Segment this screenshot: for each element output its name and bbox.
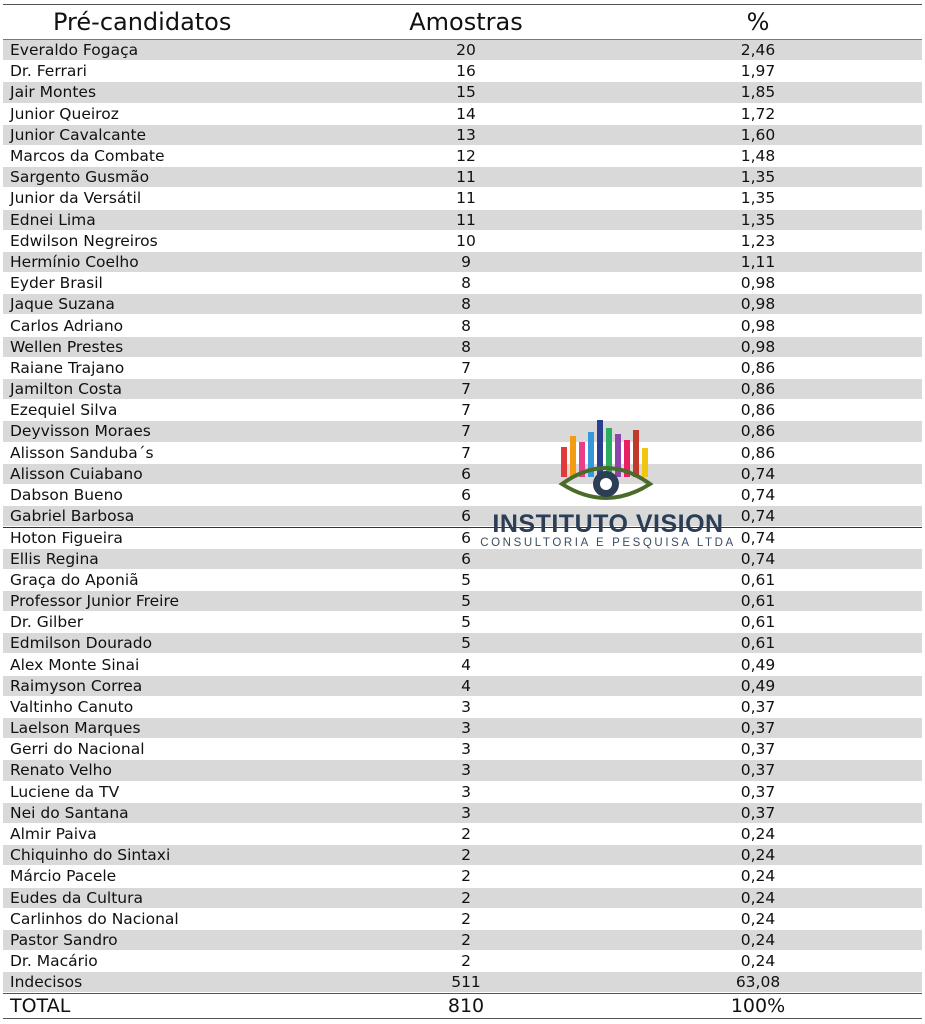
header-percent: % bbox=[746, 8, 770, 36]
candidate-name: Ellis Regina bbox=[10, 549, 99, 568]
percentage: 2,46 bbox=[740, 41, 776, 60]
total-percent: 100% bbox=[730, 995, 786, 1018]
table-row bbox=[3, 697, 922, 718]
candidate-name: Marcos da Combate bbox=[10, 147, 165, 166]
sample-count: 5 bbox=[461, 613, 471, 632]
percentage: 0,98 bbox=[740, 316, 776, 335]
percentage: 0,49 bbox=[740, 655, 776, 674]
sample-count: 3 bbox=[461, 740, 471, 759]
table-row bbox=[3, 443, 922, 464]
table-row bbox=[3, 909, 922, 930]
percentage: 0,98 bbox=[740, 274, 776, 293]
table-row bbox=[3, 294, 922, 315]
sample-count: 5 bbox=[461, 570, 471, 589]
percentage: 0,37 bbox=[740, 697, 776, 716]
percentage: 63,08 bbox=[735, 973, 781, 992]
percentage: 0,86 bbox=[740, 380, 776, 399]
sample-count: 20 bbox=[456, 41, 476, 60]
sample-count: 5 bbox=[461, 591, 471, 610]
total-samples: 810 bbox=[447, 995, 485, 1018]
sample-count: 8 bbox=[461, 295, 471, 314]
table-row bbox=[3, 527, 922, 548]
table-row bbox=[3, 633, 922, 654]
table-row bbox=[3, 570, 922, 591]
percentage: 1,85 bbox=[740, 83, 776, 102]
table-row bbox=[3, 739, 922, 760]
candidate-name: Jaque Suzana bbox=[10, 295, 115, 314]
sample-count: 10 bbox=[456, 231, 476, 250]
candidate-name: Carlinhos do Nacional bbox=[10, 909, 179, 928]
table-row bbox=[3, 930, 922, 951]
table-row bbox=[3, 591, 922, 612]
percentage: 0,86 bbox=[740, 422, 776, 441]
candidate-name: Junior Cavalcante bbox=[10, 125, 147, 144]
table-body bbox=[3, 40, 922, 993]
sample-count: 6 bbox=[461, 507, 471, 526]
table-row bbox=[3, 231, 922, 252]
table-row bbox=[3, 654, 922, 675]
candidate-name: Eyder Brasil bbox=[10, 274, 103, 293]
candidate-name: Valtinho Canuto bbox=[10, 697, 134, 716]
percentage: 0,24 bbox=[740, 909, 776, 928]
table-row bbox=[3, 888, 922, 909]
percentage: 0,86 bbox=[740, 443, 776, 462]
sample-count: 2 bbox=[461, 846, 471, 865]
total-row bbox=[3, 993, 922, 1019]
table-row bbox=[3, 337, 922, 358]
sample-count: 8 bbox=[461, 316, 471, 335]
sample-count: 3 bbox=[461, 782, 471, 801]
sample-count: 511 bbox=[451, 973, 481, 992]
sample-count: 7 bbox=[461, 422, 471, 441]
candidate-name: Deyvisson Moraes bbox=[10, 422, 151, 441]
sample-count: 3 bbox=[461, 697, 471, 716]
sample-count: 11 bbox=[456, 210, 476, 229]
percentage: 1,60 bbox=[740, 125, 776, 144]
candidate-name: Edwilson Negreiros bbox=[10, 231, 158, 250]
table-row bbox=[3, 400, 922, 421]
header-samples: Amostras bbox=[409, 8, 523, 36]
sample-count: 5 bbox=[461, 634, 471, 653]
table-row bbox=[3, 167, 922, 188]
candidate-name: Edmilson Dourado bbox=[10, 634, 153, 653]
percentage: 0,37 bbox=[740, 803, 776, 822]
sample-count: 15 bbox=[456, 83, 476, 102]
sample-count: 2 bbox=[461, 952, 471, 971]
percentage: 0,86 bbox=[740, 401, 776, 420]
percentage: 0,37 bbox=[740, 761, 776, 780]
sample-count: 13 bbox=[456, 125, 476, 144]
percentage: 1,11 bbox=[740, 252, 776, 271]
sample-count: 8 bbox=[461, 274, 471, 293]
table-row bbox=[3, 125, 922, 146]
watermark-subtitle: CONSULTORIA E PESQUISA LTDA bbox=[480, 537, 736, 549]
header-candidates: Pré-candidatos bbox=[53, 8, 232, 36]
table-row bbox=[3, 824, 922, 845]
candidate-name: Eudes da Cultura bbox=[10, 888, 143, 907]
sample-count: 12 bbox=[456, 147, 476, 166]
table-row bbox=[3, 358, 922, 379]
candidate-name: Gerri do Nacional bbox=[10, 740, 145, 759]
candidate-name: Gabriel Barbosa bbox=[10, 507, 135, 526]
candidate-name: Hermínio Coelho bbox=[10, 252, 139, 271]
candidate-name: Luciene da TV bbox=[10, 782, 120, 801]
candidate-name: Ednei Lima bbox=[10, 210, 96, 229]
candidate-name: Laelson Marques bbox=[10, 719, 141, 738]
percentage: 0,61 bbox=[740, 613, 776, 632]
candidate-name: Hoton Figueira bbox=[10, 528, 123, 547]
table-row bbox=[3, 210, 922, 231]
candidate-name: Nei do Santana bbox=[10, 803, 129, 822]
sample-count: 8 bbox=[461, 337, 471, 356]
table-row bbox=[3, 951, 922, 972]
sample-count: 11 bbox=[456, 168, 476, 187]
sample-count: 2 bbox=[461, 825, 471, 844]
candidate-name: Pastor Sandro bbox=[10, 930, 118, 949]
candidate-name: Alex Monte Sinai bbox=[10, 655, 140, 674]
table-row bbox=[3, 421, 922, 442]
candidate-name: Dr. Ferrari bbox=[10, 62, 87, 81]
percentage: 0,98 bbox=[740, 337, 776, 356]
percentage: 1,35 bbox=[740, 189, 776, 208]
table-row bbox=[3, 972, 922, 993]
table-row bbox=[3, 845, 922, 866]
table-row bbox=[3, 273, 922, 294]
sample-count: 6 bbox=[461, 549, 471, 568]
percentage: 0,98 bbox=[740, 295, 776, 314]
candidate-name: Dr. Macário bbox=[10, 952, 98, 971]
sample-count: 2 bbox=[461, 909, 471, 928]
candidate-name: Indecisos bbox=[10, 973, 83, 992]
sample-count: 11 bbox=[456, 189, 476, 208]
sample-count: 3 bbox=[461, 719, 471, 738]
table-row bbox=[3, 61, 922, 82]
table-row bbox=[3, 252, 922, 273]
table-row bbox=[3, 718, 922, 739]
percentage: 0,37 bbox=[740, 740, 776, 759]
sample-count: 7 bbox=[461, 358, 471, 377]
sample-count: 6 bbox=[461, 464, 471, 483]
table-row bbox=[3, 188, 922, 209]
percentage: 0,74 bbox=[740, 528, 776, 547]
candidate-name: Jamilton Costa bbox=[10, 380, 123, 399]
sample-count: 2 bbox=[461, 888, 471, 907]
percentage: 0,37 bbox=[740, 719, 776, 738]
percentage: 0,61 bbox=[740, 591, 776, 610]
sample-count: 6 bbox=[461, 528, 471, 547]
candidate-name: Carlos Adriano bbox=[10, 316, 124, 335]
table-row bbox=[3, 146, 922, 167]
sample-count: 7 bbox=[461, 380, 471, 399]
candidate-name: Everaldo Fogaça bbox=[10, 41, 139, 60]
sample-count: 3 bbox=[461, 803, 471, 822]
table-row bbox=[3, 464, 922, 485]
candidate-name: Junior da Versátil bbox=[10, 189, 142, 208]
percentage: 0,24 bbox=[740, 867, 776, 886]
table-row bbox=[3, 82, 922, 103]
watermark-title: INSTITUTO VISION bbox=[492, 510, 724, 538]
percentage: 0,37 bbox=[740, 782, 776, 801]
total-label: TOTAL bbox=[10, 995, 71, 1018]
candidate-name: Raiane Trajano bbox=[10, 358, 125, 377]
candidate-name: Dabson Bueno bbox=[10, 486, 123, 505]
sample-count: 4 bbox=[461, 655, 471, 674]
table-row bbox=[3, 676, 922, 697]
results-table bbox=[3, 4, 922, 1019]
table-header bbox=[3, 5, 922, 40]
percentage: 1,35 bbox=[740, 168, 776, 187]
percentage: 0,86 bbox=[740, 358, 776, 377]
percentage: 0,24 bbox=[740, 888, 776, 907]
candidate-name: Junior Queiroz bbox=[10, 104, 119, 123]
percentage: 1,72 bbox=[740, 104, 776, 123]
table-row bbox=[3, 612, 922, 633]
percentage: 0,74 bbox=[740, 507, 776, 526]
percentage: 0,49 bbox=[740, 676, 776, 695]
table-row bbox=[3, 485, 922, 506]
sample-count: 9 bbox=[461, 252, 471, 271]
percentage: 0,24 bbox=[740, 930, 776, 949]
table-row bbox=[3, 760, 922, 781]
percentage: 1,97 bbox=[740, 62, 776, 81]
percentage: 1,35 bbox=[740, 210, 776, 229]
sample-count: 6 bbox=[461, 486, 471, 505]
table-row bbox=[3, 315, 922, 336]
watermark-logo bbox=[478, 414, 738, 554]
sample-count: 2 bbox=[461, 867, 471, 886]
candidate-name: Dr. Gilber bbox=[10, 613, 84, 632]
candidate-name: Almir Paiva bbox=[10, 825, 97, 844]
vision-eye-icon bbox=[478, 414, 738, 510]
percentage: 0,24 bbox=[740, 825, 776, 844]
table-row bbox=[3, 782, 922, 803]
candidate-name: Professor Junior Freire bbox=[10, 591, 180, 610]
percentage: 0,24 bbox=[740, 846, 776, 865]
percentage: 0,24 bbox=[740, 952, 776, 971]
candidate-name: Chiquinho do Sintaxi bbox=[10, 846, 171, 865]
table-row bbox=[3, 40, 922, 61]
table-row bbox=[3, 506, 922, 527]
candidate-name: Raimyson Correa bbox=[10, 676, 143, 695]
candidate-name: Renato Velho bbox=[10, 761, 112, 780]
sample-count: 16 bbox=[456, 62, 476, 81]
table-row bbox=[3, 379, 922, 400]
candidate-name: Sargento Gusmão bbox=[10, 168, 150, 187]
percentage: 1,23 bbox=[740, 231, 776, 250]
sample-count: 3 bbox=[461, 761, 471, 780]
percentage: 1,48 bbox=[740, 147, 776, 166]
table-row bbox=[3, 803, 922, 824]
sample-count: 2 bbox=[461, 930, 471, 949]
percentage: 0,74 bbox=[740, 464, 776, 483]
sample-count: 7 bbox=[461, 401, 471, 420]
table-row bbox=[3, 549, 922, 570]
candidate-name: Wellen Prestes bbox=[10, 337, 124, 356]
table-row bbox=[3, 866, 922, 887]
sample-count: 4 bbox=[461, 676, 471, 695]
candidate-name: Graça do Aponiã bbox=[10, 570, 139, 589]
percentage: 0,61 bbox=[740, 634, 776, 653]
percentage: 0,61 bbox=[740, 570, 776, 589]
candidate-name: Jair Montes bbox=[10, 83, 97, 102]
table-row bbox=[3, 104, 922, 125]
candidate-name: Ezequiel Silva bbox=[10, 401, 118, 420]
candidate-name: Alisson Sanduba´s bbox=[10, 443, 154, 462]
percentage: 0,74 bbox=[740, 549, 776, 568]
sample-count: 14 bbox=[456, 104, 476, 123]
candidate-name: Márcio Pacele bbox=[10, 867, 117, 886]
candidate-name: Alisson Cuiabano bbox=[10, 464, 143, 483]
sample-count: 7 bbox=[461, 443, 471, 462]
percentage: 0,74 bbox=[740, 486, 776, 505]
